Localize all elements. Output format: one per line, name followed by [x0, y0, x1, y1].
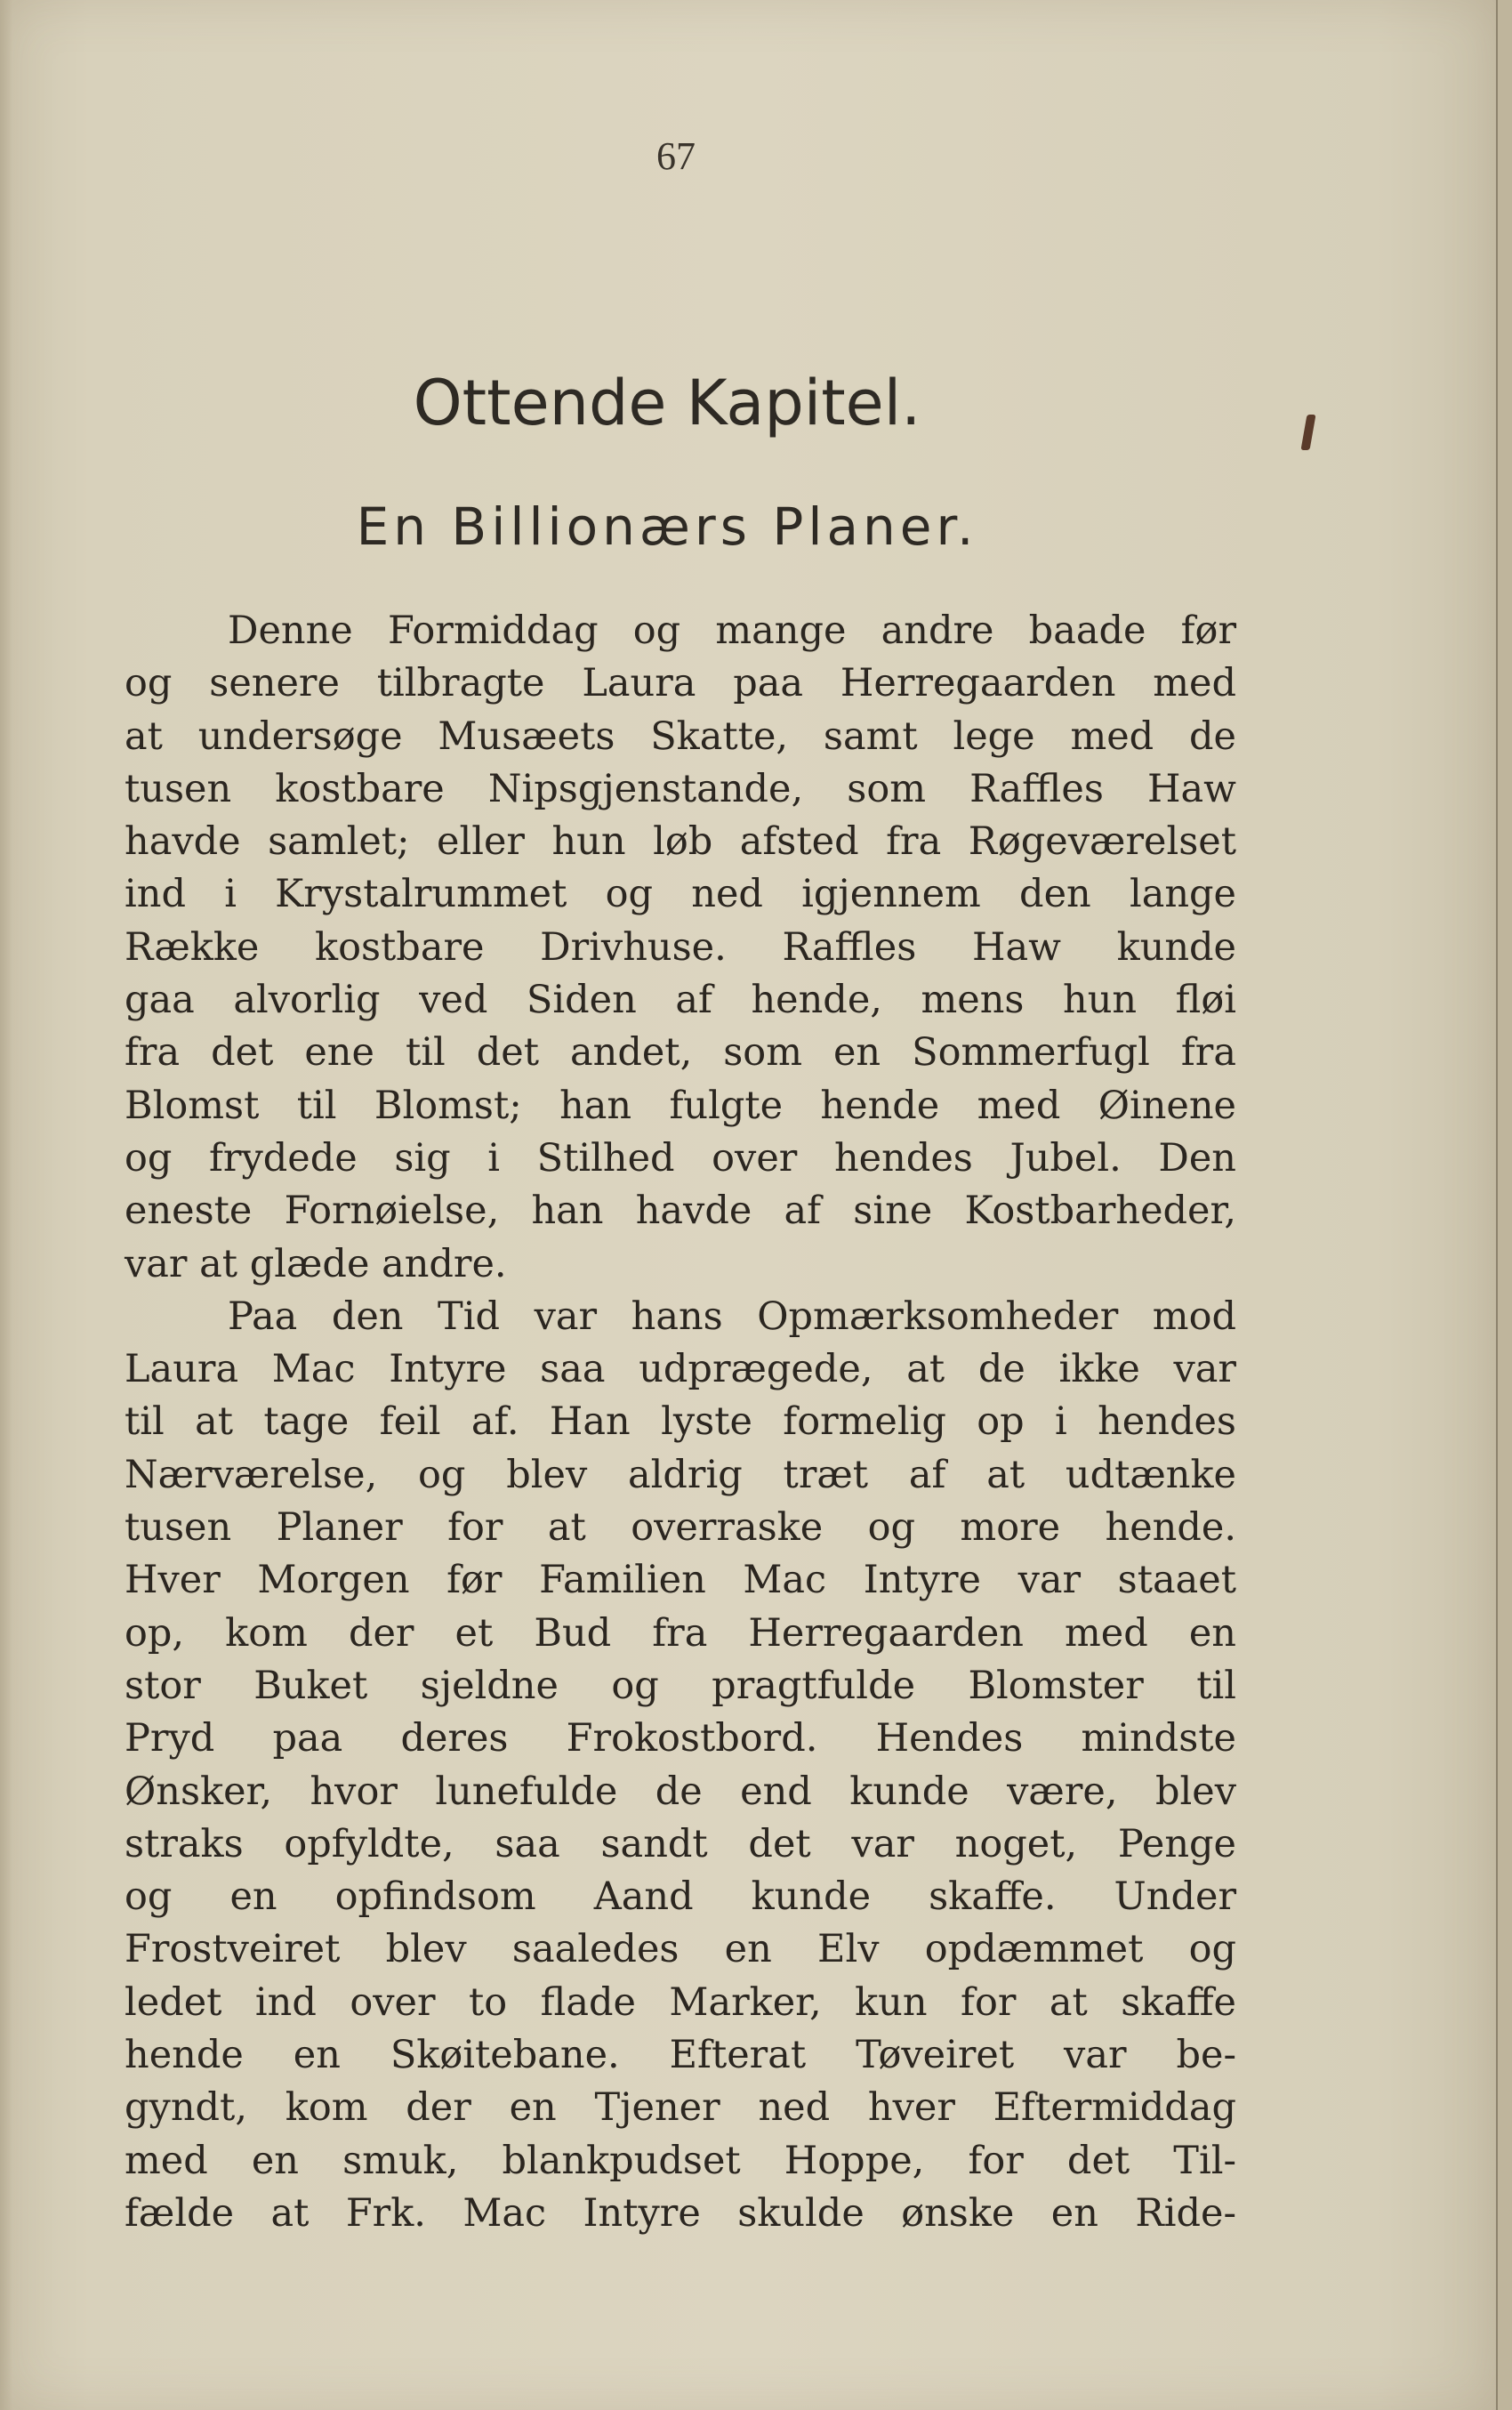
ink-mark	[1300, 415, 1315, 450]
text-line: Frostveiret blev saaledes en Elv opdæmmet og	[125, 1927, 1236, 1972]
text-line: Denne Formiddag og mange andre baade før	[228, 609, 1236, 653]
text-line: Række kostbare Drivhuse. Raffles Haw kunde	[125, 924, 1236, 970]
text-line: med en smuk, blankpudset Hoppe, for det Til-	[125, 2138, 1236, 2183]
text-line: til at tage feil af. Han lyste formelig op i hendes	[125, 1399, 1236, 1445]
text-line: Blomst til Blomst; han fulgte hende med Øinene	[125, 1083, 1236, 1128]
text-line: Hver Morgen før Familien Mac Intyre var staaet	[125, 1558, 1236, 1603]
page-number: 67	[656, 134, 696, 178]
text-line: ind i Krystalrummet og ned igjennem den lange	[125, 872, 1236, 917]
text-line: Nærværelse, og blev aldrig træt af at udtænke	[125, 1452, 1236, 1497]
chapter-title: Ottende Kapitel.	[413, 367, 921, 439]
text-line: og en opfindsom Aand kunde skaffe. Under	[125, 1874, 1236, 1920]
text-line: ledet ind over to flade Marker, kun for at skaffe	[125, 1979, 1236, 2025]
body-text	[125, 605, 1236, 2240]
chapter-subtitle: En Billionærs Planer.	[356, 496, 978, 557]
text-line: eneste Fornøielse, han havde af sine Kostbarheder,	[125, 1189, 1236, 1234]
text-line: Paa den Tid var hans Opmærksomheder mod	[228, 1294, 1236, 1339]
text-line: Pryd paa deres Frokostbord. Hendes mindste	[125, 1716, 1236, 1761]
text-line: fælde at Frk. Mac Intyre skulde ønske en Ride-	[125, 2190, 1236, 2236]
page-left-edge	[0, 0, 12, 2410]
page-right-edge	[1496, 0, 1512, 2410]
text-line: Ønsker, hvor lunefulde de end kunde være, blev	[125, 1769, 1236, 1814]
text-line: Laura Mac Intyre saa udprægede, at de ikke var	[125, 1347, 1236, 1392]
text-line: tusen kostbare Nipsgjenstande, som Raffles Haw	[125, 766, 1236, 811]
text-line: var at glæde andre.	[125, 1241, 507, 1286]
text-line: gaa alvorlig ved Siden af hende, mens hun fløi	[125, 978, 1236, 1023]
text-line: og frydede sig i Stilhed over hendes Jubel. Den	[125, 1135, 1236, 1181]
text-line: og senere tilbragte Laura paa Herregaarden med	[125, 661, 1236, 706]
text-line: stor Buket sjeldne og pragtfulde Blomster til	[125, 1663, 1236, 1708]
text-line: hende en Skøitebane. Efterat Tøveiret var be-	[125, 2033, 1236, 2078]
text-line: op, kom der et Bud fra Herregaarden med en	[125, 1610, 1236, 1656]
text-line: fra det ene til det andet, som en Sommerfugl fra	[125, 1030, 1236, 1076]
text-line: straks opfyldte, saa sandt det var noget, Penge	[125, 1821, 1236, 1866]
text-line: havde samlet; eller hun løb afsted fra Røgeværelset	[125, 819, 1236, 865]
text-line: at undersøge Musæets Skatte, samt lege med de	[125, 713, 1236, 759]
text-line: gyndt, kom der en Tjener ned hver Eftermiddag	[125, 2085, 1236, 2131]
text-line: tusen Planer for at overraske og more hende.	[125, 1505, 1236, 1551]
